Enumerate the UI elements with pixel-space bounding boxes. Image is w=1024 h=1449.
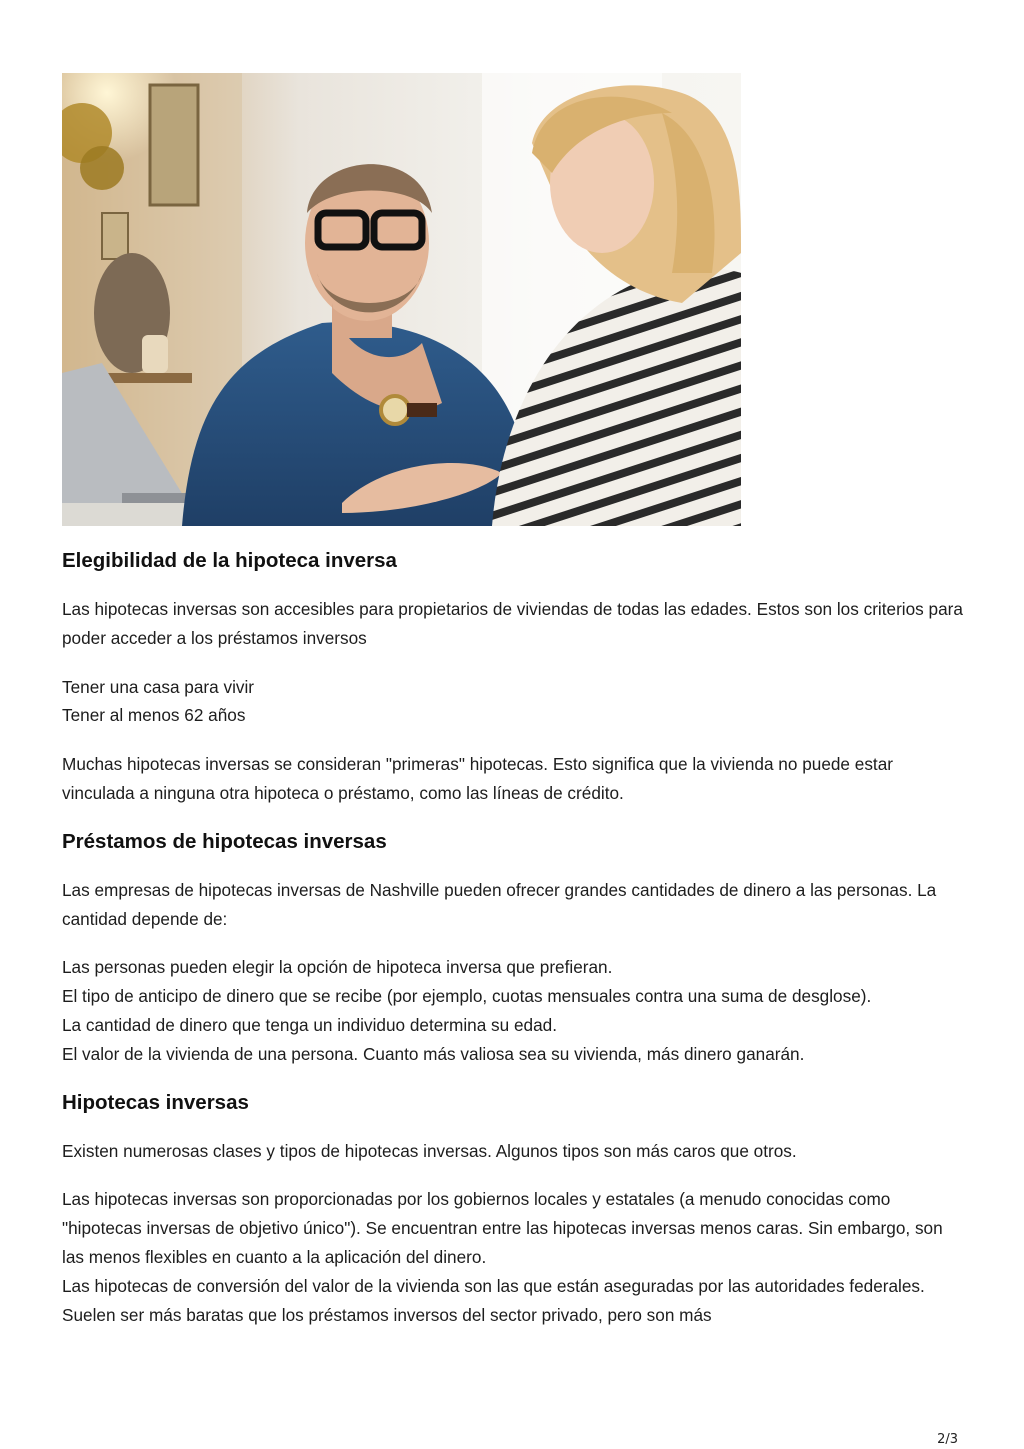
- type-item: Las hipotecas de conversión del valor de la vivienda son las que están aseguradas por las autoridades federales. Suelen ser más baratas que los préstamos inversos del sector privado, pero son más: [62, 1275, 925, 1325]
- paragraph-types-intro: Existen numerosas clases y tipos de hipotecas inversas. Algunos tipos son más caros que otros.: [62, 1140, 797, 1161]
- paragraph-eligibility-note: Muchas hipotecas inversas se consideran "primeras" hipotecas. Esto significa que la vivienda no puede estar vinculada a ninguna otra hipoteca o préstamo, como las líneas de crédito.: [62, 754, 893, 803]
- hero-photo: [62, 73, 741, 526]
- types-list: [62, 1185, 967, 1329]
- criterion-item: Tener al menos 62 años: [62, 705, 246, 726]
- paragraph-loans-intro: Las empresas de hipotecas inversas de Nashville pueden ofrecer grandes cantidades de dinero a las personas. La cantidad depende de:: [62, 879, 937, 929]
- heading-types: Hipotecas inversas: [62, 1090, 249, 1114]
- paragraph-eligibility-intro: Las hipotecas inversas son accesibles para propietarios de viviendas de todas las edades. Estos son los criterios para poder acceder a los préstamos inversos: [62, 599, 963, 648]
- page-number: 2/3: [937, 1432, 958, 1447]
- heading-loans: Préstamos de hipotecas inversas: [62, 829, 387, 853]
- eligibility-criteria-list: [62, 673, 967, 731]
- factor-item: La cantidad de dinero que tenga un individuo determina su edad.: [62, 1014, 557, 1035]
- heading-eligibility: Elegibilidad de la hipoteca inversa: [62, 549, 397, 572]
- type-item: Las hipotecas inversas son proporcionadas por los gobiernos locales y estatales (a menudo conocidas como "hipotecas inversas de objetivo único"). Se encuentran entre las hipotecas inversas menos caras. Sin embargo, son las menos flexibles en cuanto a la aplicación del dinero.: [62, 1189, 943, 1267]
- document-page: [62, 73, 967, 1329]
- factor-item: Las personas pueden elegir la opción de hipoteca inversa que prefieran.: [62, 957, 613, 978]
- factor-item: El tipo de anticipo de dinero que se recibe (por ejemplo, cuotas mensuales contra una suma de desglose).: [62, 986, 872, 1007]
- criterion-item: Tener una casa para vivir: [62, 676, 255, 697]
- factor-item: El valor de la vivienda de una persona. Cuanto más valiosa sea su vivienda, más dinero ganarán.: [62, 1043, 805, 1064]
- loan-factors-list: [62, 953, 967, 1068]
